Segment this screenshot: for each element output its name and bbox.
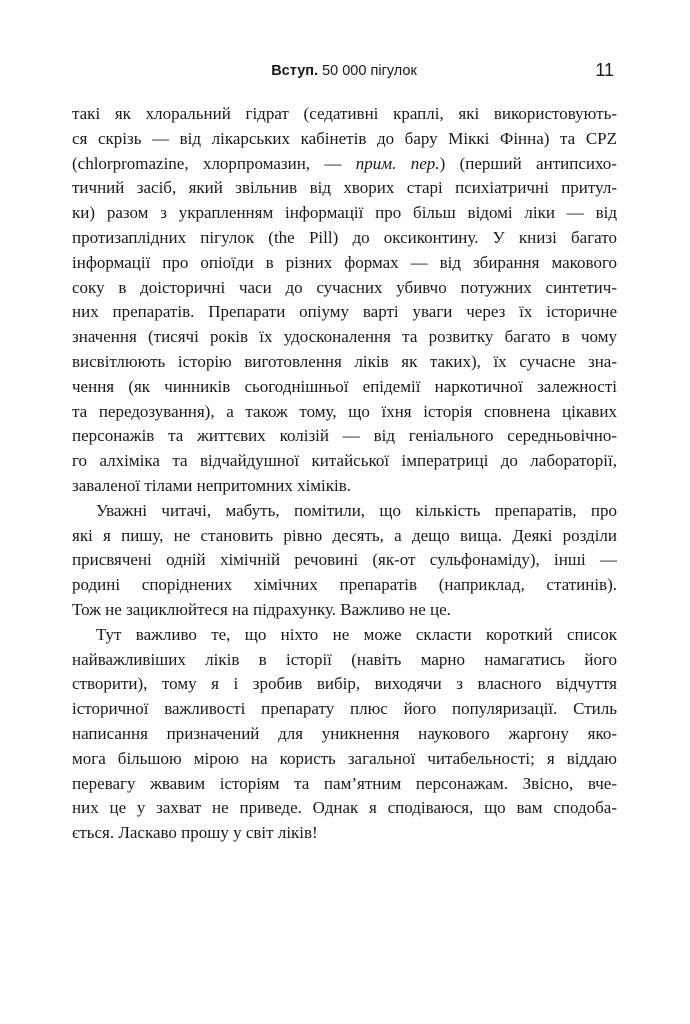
running-head [72,60,616,82]
translator-note: прим. пер. [355,153,440,173]
text-line: персонажів та життєвих колізій — від геніального середньовічно- [72,426,617,446]
text-line: створити), тому я і зробив вибір, виходячи з власного відчуття [72,674,617,694]
text-line: історичної важливості препарату плюс його популяризації. Стиль [72,699,617,719]
text-line: Уважні читачі, мабуть, помітили, що кількість препаратів, про [96,500,617,520]
text-line: ки) разом з украпленням інформації про більш відомі ліки — від [72,203,617,223]
text-line: Тож не зациклюйтеся на підрахунку. Важливо не це. [72,599,451,619]
text-line: значення (тисячі років їх удосконалення та розвитку багато в чому [72,327,617,347]
text-line: протизаплідних пігулок (the Pill) до оксиконтину. У книзі багато [72,227,617,247]
text-line: присвячені одній хімічній речовині (як-от сульфонаміду), інші — [72,550,617,570]
text-line: родині споріднених хімічних препаратів (наприклад, статинів). [72,575,617,595]
paragraph-1 [72,102,617,499]
text-line: написання призначений для уникнення наукового жаргону яко- [72,723,617,743]
text-line: заваленої тілами непритомних хіміків. [72,475,352,495]
text-line: мога більшою мірою на користь загальної читабельності; я віддаю [72,748,617,768]
text-line: які я пишу, не становить рівно десять, а дещо вища. Деякі розділи [72,525,617,545]
text-line: них це у захват не приведе. Однак я сподіваюся, що вам сподоба- [72,798,617,818]
text-line: соку в доісторичні часи до сучасних убивчо потужних синтетич- [72,277,617,297]
paragraph-2 [72,499,617,623]
chapter-title-text: 50 000 пігулок [318,63,417,79]
text-line: висвітлюють історію виготовлення ліків як таких), їх сучасне зна- [72,351,617,371]
text-segment: (chlorpromazine, хлорпромазин, — [72,153,356,173]
text-line: такі як хлоральний гідрат (седативні краплі, які використовують- [72,104,617,123]
text-line: них препаратів. Препарати опіуму варті уваги через їх історичне [72,302,617,322]
text-line: та передозування), а також тому, що їхня історія сповнена цікавих [72,401,617,421]
text-line: ся скрізь — від лікарських кабінетів до бару Міккі Фінна) та CPZ [72,128,617,148]
body-text [72,102,617,846]
chapter-title-label: Вступ. [271,63,319,79]
text-segment: ) (перший антипсихо- [439,153,617,173]
paragraph-3 [72,623,617,846]
text-line: найважливіших ліків в історії (навіть марно намагатись його [72,649,617,669]
text-line: інформації про опіоїди в різних формах — від збирання макового [72,252,617,272]
page-number: 11 [595,60,614,80]
text-line [72,152,617,177]
text-line: чення (як чинників сьогоднішньої епідемії наркотичної залежності [72,376,617,396]
text-line: тичний засіб, який звільнив від хворих старі психіатричні притул- [72,178,617,198]
text-line: Тут важливо те, що ніхто не може скласти короткий список [96,624,617,644]
text-line: перевагу жвавим історіям та пам’ятним персонажам. Звісно, вче- [72,773,617,793]
text-line: го алхіміка та відчайдушної китайської імператриці до лабораторії, [72,451,617,471]
chapter-title [72,60,616,82]
text-line: ється. Ласкаво прошу у світ ліків! [72,823,318,843]
